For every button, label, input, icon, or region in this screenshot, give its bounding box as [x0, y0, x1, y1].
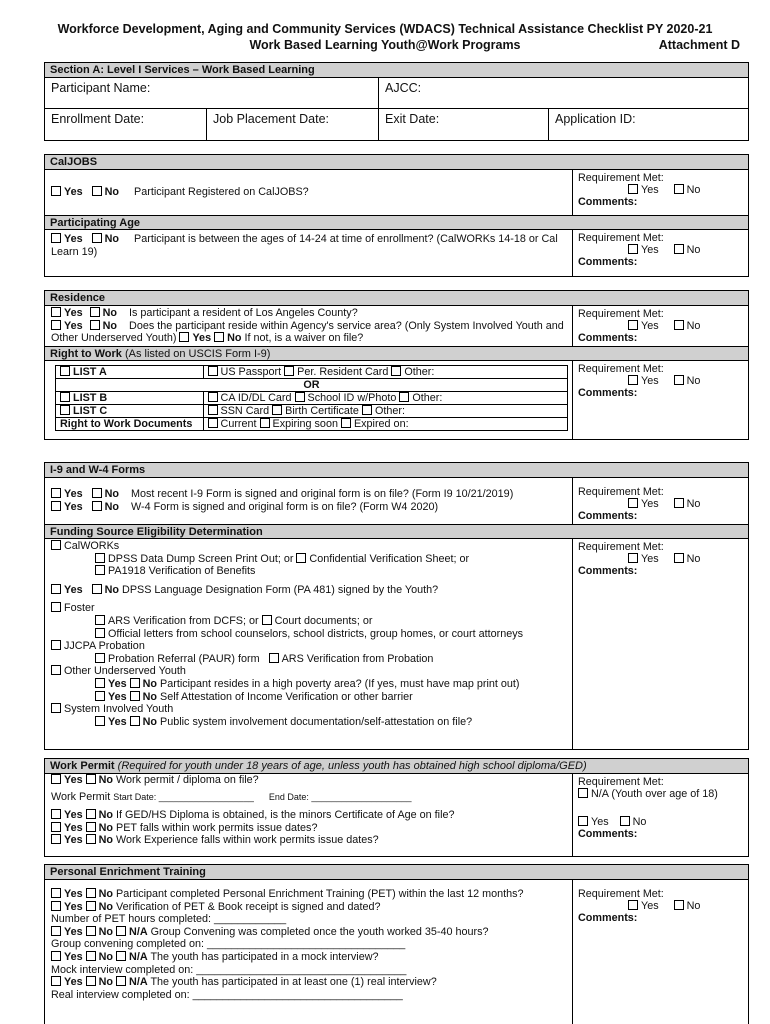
permit-req-yes[interactable]: [578, 816, 588, 826]
rtw-req-yes[interactable]: [628, 375, 638, 385]
funding-req-yes[interactable]: [628, 553, 638, 563]
attachment-label: Attachment D: [658, 38, 740, 52]
pet-section: Personal Enrichment Training Yes No Participant completed Personal Enrichment Training (PET) within the last 12 months? Yes No Verification of PET & Book receipt is signed and dated? Number of PET hours completed: ____________ Yes No N/A Group Convening was completed once the youth worked 35-40 hours? Group convening completed on: _________________________________ Yes No N/A The youth has participated in a mock interview? Mock interview completed on: ___________________________________ Yes No N/A The youth has participated in at least one (1) real interview? Real interview completed on: ___________________________________ Requirement Met: Yes No Comments:: [44, 864, 749, 1024]
list-a-checkbox[interactable]: [60, 366, 70, 376]
ssn-checkbox[interactable]: [208, 405, 218, 415]
residence-q2: Does the participant reside within Agency's service area? (Only System Involved Youth and Other Underserved Youth): [51, 319, 564, 345]
age-requirement: Requirement Met: Yes No Comments:: [572, 230, 748, 276]
list-c-checkbox[interactable]: [60, 405, 70, 415]
caljobs-title: CalJOBS: [45, 155, 748, 170]
form-subtitle: Work Based Learning Youth@Work Programs: [249, 38, 521, 52]
poverty-yes[interactable]: [95, 678, 105, 688]
residence-q2-yes[interactable]: [51, 320, 61, 330]
pet-q5-no[interactable]: [86, 976, 96, 986]
pet-q2-no[interactable]: [86, 901, 96, 911]
pa481-no[interactable]: [92, 584, 102, 594]
rtw-req-no[interactable]: [674, 375, 684, 385]
participant-name-field[interactable]: Participant Name:: [45, 78, 379, 108]
real-interview-date-field[interactable]: Real interview completed on: ___________________________________: [51, 988, 403, 1001]
exit-date-field[interactable]: Exit Date:: [379, 109, 549, 140]
permit-requirement: Requirement Met: N/A (Youth over age of 18) Yes No Comments:: [572, 774, 748, 856]
we-dates-no[interactable]: [86, 834, 96, 844]
birth-cert-checkbox[interactable]: [272, 405, 282, 415]
age-req-yes[interactable]: [628, 244, 638, 254]
job-placement-date-field[interactable]: Job Placement Date:: [207, 109, 379, 140]
waiver-question: If not, is a waiver on file?: [244, 332, 364, 345]
rtw-title: Right to Work (As listed on USCIS Form I-9): [45, 346, 748, 361]
pet-q2-yes[interactable]: [51, 901, 61, 911]
i9-section: I-9 and W-4 Forms Yes No Most recent I-9 Form is signed and original form is on file? (Form I9 10/21/2019) Yes No W-4 Form is signed and original form is on file? (Form W4 2020) Requirement Met: Yes No Comments: Funding Source Eligibility Determination CalWORKs DPSS Data Dump Screen Print Out; or Confidential Verification Sheet; or PA1918 Verification of Benefits Yes No DPSS Language Designation Form (PA 481) signed by the Youth? Foster ARS Verification from DCFS; or Court documents; or Official letters from school counselors, school districts, group homes, or court attorneys JJCPA Probation Probation Referral (PAUR) form ARS Verification from Probation Other Underserved Youth Yes No Participant resides in a high poverty area? (If yes, must have map print out) Yes No Self Attestation of Income Verification or other barrier System Involved Youth Yes No Public system involvement documentation/self-attestation on file? Requirement Met: Yes No Comments:: [44, 462, 749, 750]
residence-req-no[interactable]: [674, 320, 684, 330]
w4-question: W-4 Form is signed and original form is on file? (Form W4 2020): [131, 500, 439, 513]
residence-req-yes[interactable]: [628, 320, 638, 330]
pet-title: Personal Enrichment Training: [45, 865, 748, 880]
pet-req-no[interactable]: [674, 900, 684, 910]
pet-q4-na[interactable]: [116, 951, 126, 961]
residence-q1-no[interactable]: [90, 307, 100, 317]
i9-no[interactable]: [92, 488, 102, 498]
or-label: OR: [303, 379, 320, 391]
we-dates-yes[interactable]: [51, 834, 61, 844]
funding-req-no[interactable]: [674, 553, 684, 563]
list-b-other-checkbox[interactable]: [399, 392, 409, 402]
foster-checkbox[interactable]: [51, 602, 61, 612]
pet-q1-yes[interactable]: [51, 888, 61, 898]
i9-title: I-9 and W-4 Forms: [45, 463, 748, 478]
system-no[interactable]: [130, 716, 140, 726]
pa1918-checkbox[interactable]: [95, 565, 105, 575]
work-permit-title: Work Permit (Required for youth under 18 years of age, unless youth has obtained high school diploma/GED): [45, 759, 748, 774]
official-letters-checkbox[interactable]: [95, 628, 105, 638]
caljobs-req-yes[interactable]: [628, 184, 638, 194]
i9-yes[interactable]: [51, 488, 61, 498]
caljobs-requirement: Requirement Met: Yes No Comments:: [572, 170, 748, 215]
ged-no[interactable]: [86, 809, 96, 819]
list-b-checkbox[interactable]: [60, 392, 70, 402]
caljobs-no-checkbox[interactable]: [92, 186, 102, 196]
age-req-no[interactable]: [674, 244, 684, 254]
i9-requirement: Requirement Met: Yes No Comments:: [572, 478, 748, 524]
group-convening-date-field[interactable]: Group convening completed on: _________________________________: [51, 938, 406, 951]
caljobs-question: Participant Registered on CalJOBS?: [134, 186, 309, 198]
pet-req-yes[interactable]: [628, 900, 638, 910]
ars-probation-checkbox[interactable]: [269, 653, 279, 663]
calworks-checkbox[interactable]: [51, 540, 61, 550]
i9-question: Most recent I-9 Form is signed and original form is on file? (Form I9 10/21/2019): [131, 488, 514, 500]
section-a-title: Section A: Level I Services – Work Based Learning: [45, 63, 748, 78]
us-passport-checkbox[interactable]: [208, 366, 218, 376]
pet-dates-no[interactable]: [86, 822, 96, 832]
pet-q5-na[interactable]: [116, 976, 126, 986]
age-question: Participant is between the ages of 14-24 at time of enrollment? (CalWORKs 14-18 or Cal Learn 19): [51, 233, 558, 258]
dpss-dump-checkbox[interactable]: [95, 553, 105, 563]
income-yes[interactable]: [95, 691, 105, 701]
docs-expired-checkbox[interactable]: [341, 418, 351, 428]
docs-expiring-checkbox[interactable]: [260, 418, 270, 428]
pet-q3-na[interactable]: [116, 926, 126, 936]
section-a: [44, 62, 749, 141]
rtw-table: LIST A US Passport Per. Resident Card Other: OR LIST B CA ID/DL Card School ID w/Photo Other: LIST C SSN Card Birth Certificate Other: Right to Work Documents Current Expiring soon Expired on:: [55, 365, 568, 431]
enrollment-date-field[interactable]: Enrollment Date:: [45, 109, 207, 140]
age-no-checkbox[interactable]: [92, 233, 102, 243]
waiver-no[interactable]: [214, 332, 224, 342]
work-permit-section: Work Permit (Required for youth under 18 years of age, unless youth has obtained high school diploma/GED) Yes No Work permit / diploma on file? Work Permit Start Date: ___________________ End Date: ____________________ Yes No If GED/HS Diploma is obtained, is the minors Certificate of Age on file? Yes No PET falls within work permits issue dates? Yes No Work Experience falls within work permits issue dates? Requirement Met: N/A (Youth over age of 18) Yes No Comments:: [44, 758, 749, 857]
residence-q2-no[interactable]: [90, 320, 100, 330]
pet-q1-no[interactable]: [86, 888, 96, 898]
ca-id-checkbox[interactable]: [208, 392, 218, 402]
list-c-other-checkbox[interactable]: [362, 405, 372, 415]
permit-no[interactable]: [86, 774, 96, 784]
jjcpa-checkbox[interactable]: [51, 640, 61, 650]
mock-interview-date-field[interactable]: Mock interview completed on: ___________________________________: [51, 963, 407, 976]
i9-req-yes[interactable]: [628, 498, 638, 508]
rtw-requirement: Requirement Met: Yes No Comments:: [572, 361, 748, 439]
permit-req-no[interactable]: [620, 816, 630, 826]
system-involved-checkbox[interactable]: [51, 703, 61, 713]
pet-requirement: Requirement Met: Yes No Comments:: [572, 880, 748, 1024]
other-underserved-checkbox[interactable]: [51, 665, 61, 675]
waiver-yes[interactable]: [179, 332, 189, 342]
list-a-other-checkbox[interactable]: [391, 366, 401, 376]
age-title: Participating Age: [45, 215, 748, 230]
caljobs-req-no[interactable]: [674, 184, 684, 194]
pet-q3-yes[interactable]: [51, 926, 61, 936]
pa481-yes[interactable]: [51, 584, 61, 594]
funding-requirement: Requirement Met: Yes No Comments:: [572, 539, 748, 749]
per-resident-checkbox[interactable]: [284, 366, 294, 376]
application-id-field[interactable]: Application ID:: [555, 112, 636, 126]
w4-yes[interactable]: [51, 501, 61, 511]
school-id-checkbox[interactable]: [295, 392, 305, 402]
w4-no[interactable]: [92, 501, 102, 511]
residence-title: Residence: [45, 291, 748, 306]
paur-checkbox[interactable]: [95, 653, 105, 663]
permit-yes[interactable]: [51, 774, 61, 784]
residence-q1-yes[interactable]: [51, 307, 61, 317]
residence-section: Residence Yes No Is participant a resident of Los Angeles County? Yes No Does the participant reside within Agency's service area? (Only System Involved Youth and Other Underserved Youth) Yes No If not, is a waiver on file? Requirement Met: Yes No Comments: Right to Work (As listed on USCIS Form I-9) LIST A US Passport Per. Resident Card Other: OR LIST B CA ID/DL Card School ID w/Photo Other: LIST C SSN Card Birth Certificate Other: Right to Work Documents Current Expiring soon Expired on: Requirement Met: Yes No Comments:: [44, 290, 749, 440]
pet-q4-yes[interactable]: [51, 951, 61, 961]
residence-requirement: Requirement Met: Yes No Comments:: [572, 306, 748, 346]
caljobs-yes-checkbox[interactable]: [51, 186, 61, 196]
form-title: Workforce Development, Aging and Community Services (WDACS) Technical Assistance Checklist PY 2020-21: [57, 22, 713, 36]
pet-dates-yes[interactable]: [51, 822, 61, 832]
pet-hours-field[interactable]: Number of PET hours completed: ____________: [51, 913, 287, 926]
age-yes-checkbox[interactable]: [51, 233, 61, 243]
court-docs-checkbox[interactable]: [262, 615, 272, 625]
pet-q5-yes[interactable]: [51, 976, 61, 986]
income-no[interactable]: [130, 691, 140, 701]
pet-q3-no[interactable]: [86, 926, 96, 936]
ged-yes[interactable]: [51, 809, 61, 819]
funding-title: Funding Source Eligibility Determination: [45, 524, 748, 539]
residence-q1: Is participant a resident of Los Angeles County?: [129, 307, 358, 319]
i9-req-no[interactable]: [674, 498, 684, 508]
caljobs-section: CalJOBS Yes No Participant Registered on CalJOBS? Requirement Met: Yes No Comments: Participating Age Yes No Participant is between the ages of 14-24 at time of enrollment? (CalWORKs 14-18 or Cal Learn 19) Requirement Met: Yes No Comments:: [44, 154, 749, 277]
ars-dcfs-checkbox[interactable]: [95, 615, 105, 625]
poverty-no[interactable]: [130, 678, 140, 688]
system-yes[interactable]: [95, 716, 105, 726]
confidential-sheet-checkbox[interactable]: [296, 553, 306, 563]
docs-current-checkbox[interactable]: [208, 418, 218, 428]
ajcc-field[interactable]: AJCC:: [385, 81, 422, 95]
pet-q4-no[interactable]: [86, 951, 96, 961]
permit-na-checkbox[interactable]: [578, 788, 588, 798]
